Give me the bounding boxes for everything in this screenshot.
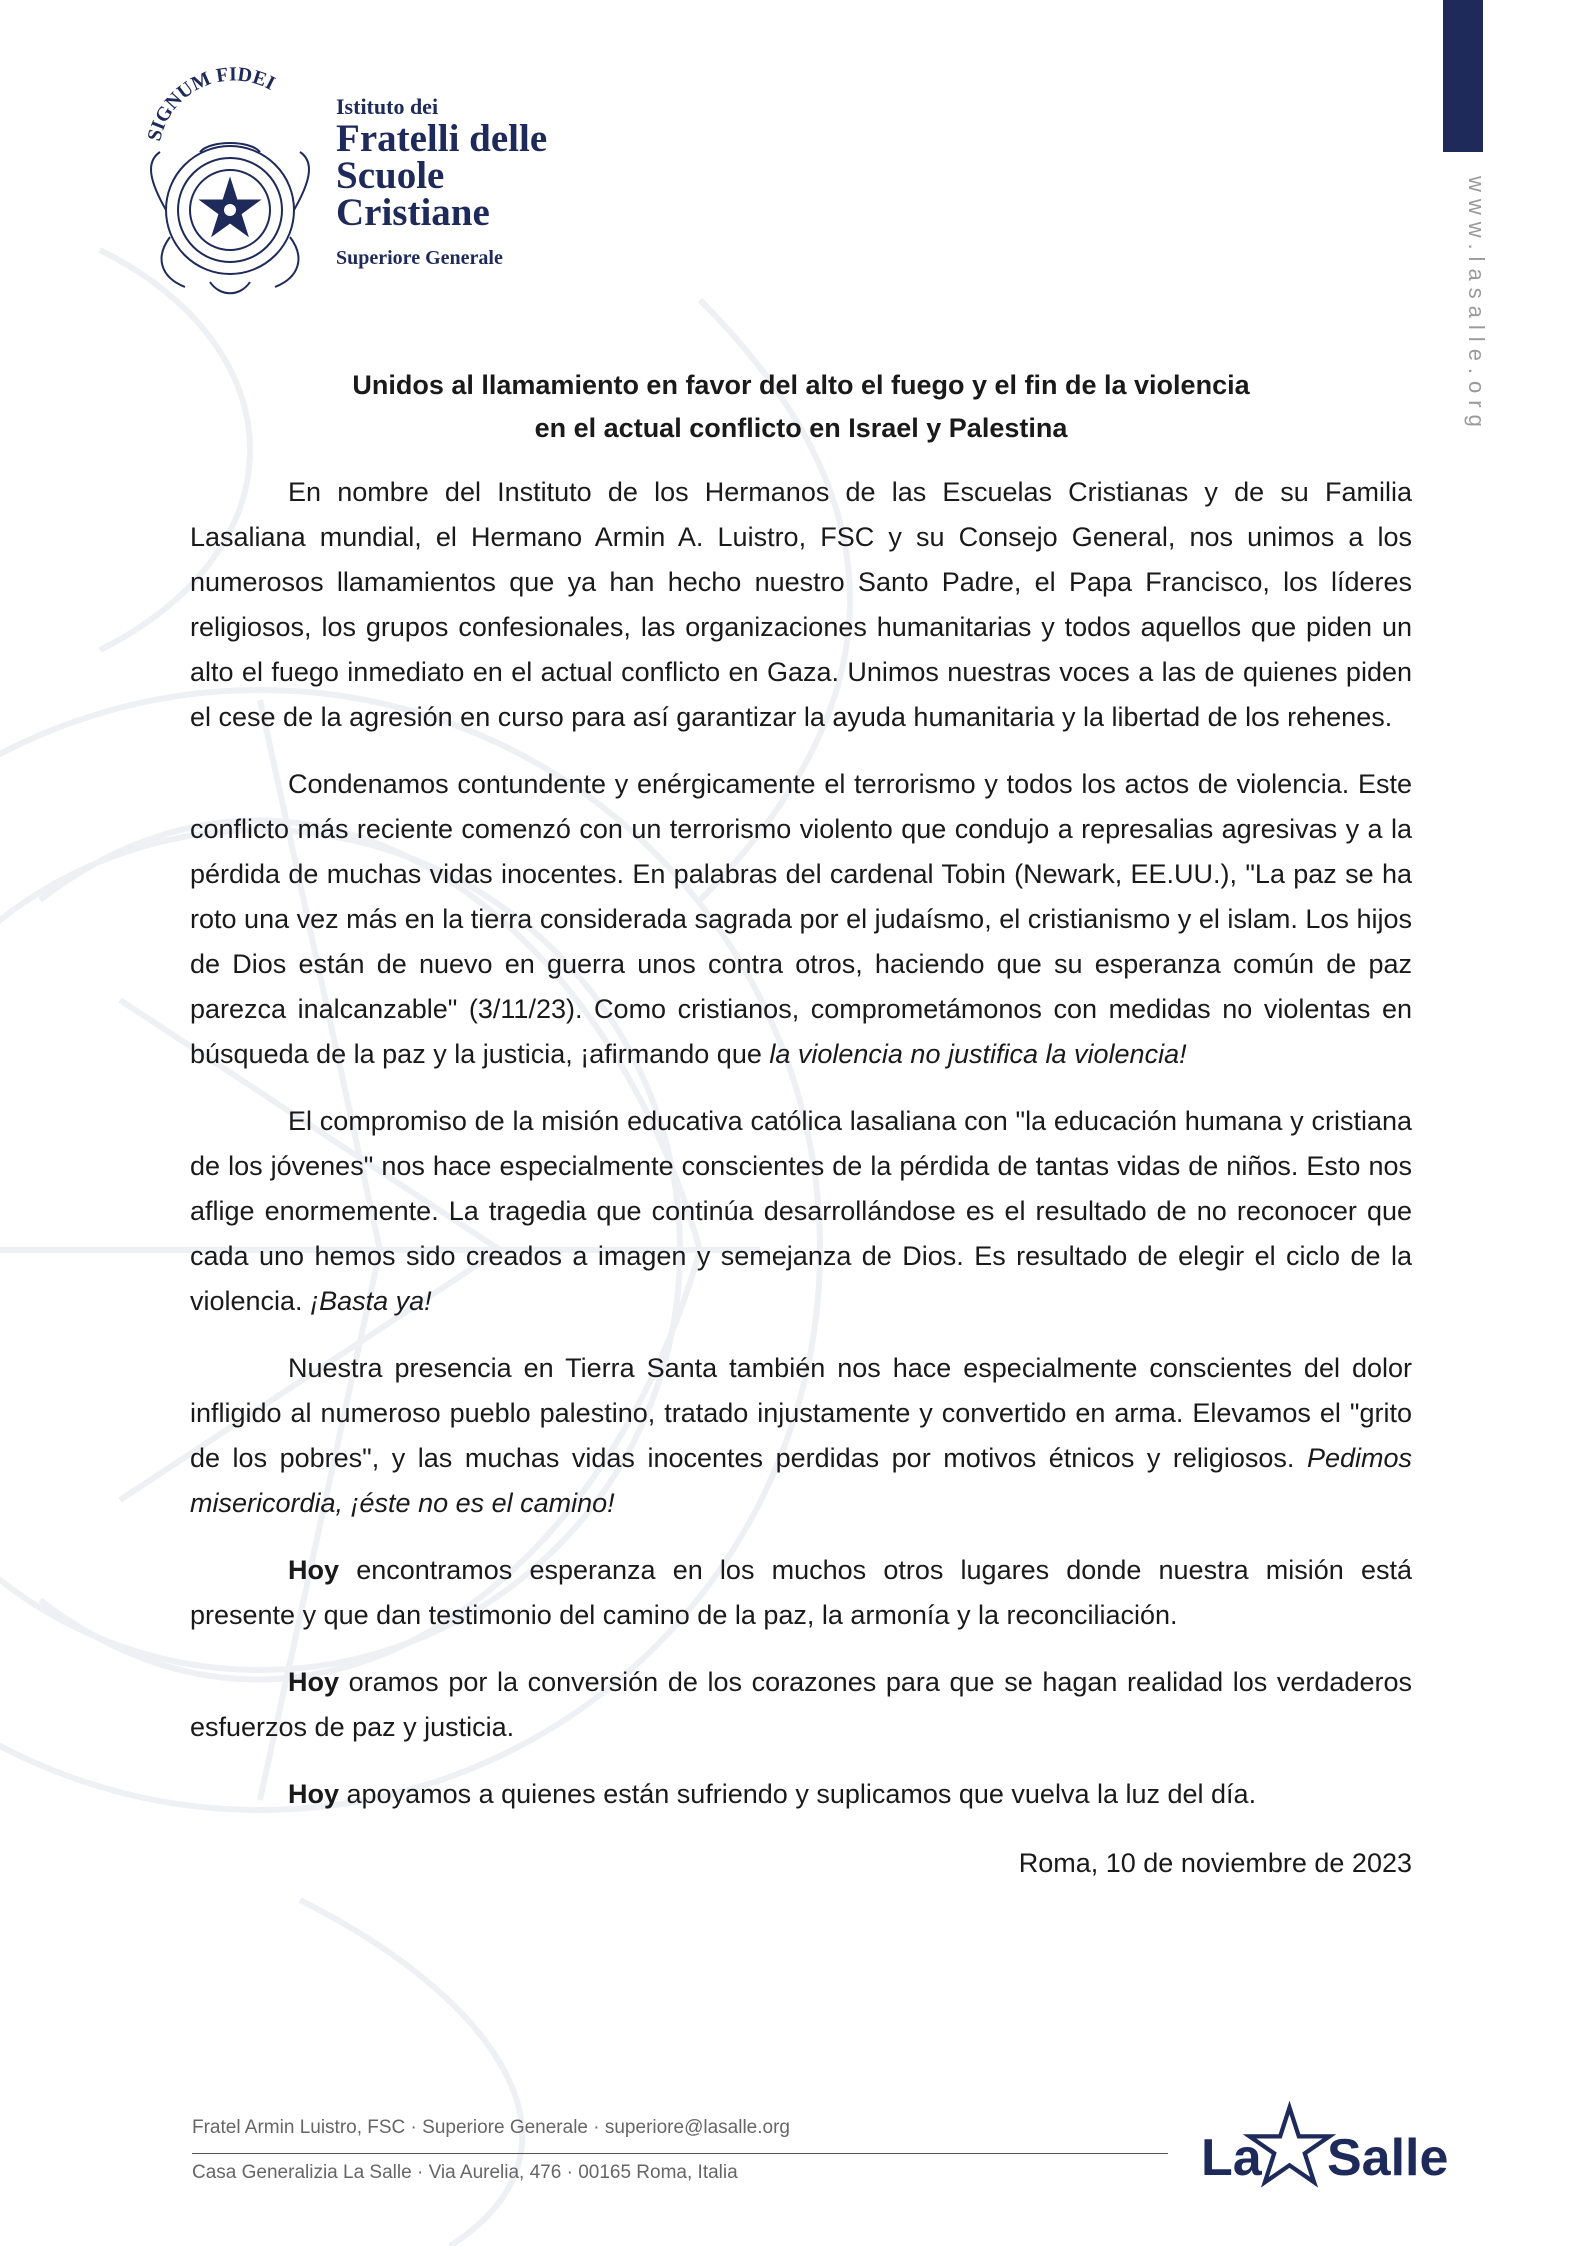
paragraph-1: En nombre del Instituto de los Hermanos de las Escuelas Cristianas y de su Familia Lasaliana mundial, el Hermano Armin A. Luistro, FSC y su Consejo General, nos unimos a los numerosos llamamientos que ya han hecho nuestro Santo Padre, el Papa Francisco, los líderes religiosos, los grupos confesionales, las organizaciones humanitarias y todos aquellos que piden un alto el fuego inmediato en el actual conflicto en Gaza. Unimos nuestras voces a las de quienes piden el cese de la agresión en curso para así garantizar la ayuda humanitaria y la libertad de los rehenes. [190, 477, 1412, 732]
institute-subtitle: Superiore Generale [336, 247, 503, 269]
institute-prefix: Istituto dei [336, 94, 439, 119]
lasalle-brand-logo [1201, 2099, 1471, 2199]
letter-date: Roma, 10 de noviembre de 2023 [1018, 1848, 1412, 1878]
paragraph-7-lead: Hoy [288, 1779, 340, 1809]
institute-name-line-3: Cristiane [336, 191, 490, 234]
paragraph-2-emphasis: la violencia no justifica la violencia! [769, 1039, 1187, 1069]
paragraph-5 [190, 1548, 1412, 1638]
title-line-2: en el actual conflicto en Israel y Palestina [534, 413, 1068, 443]
institute-seal-logo [130, 62, 330, 307]
title-line-1: Unidos al llamamiento en favor del alto el fuego y el fin de la violencia [352, 370, 1250, 400]
paragraph-3-text: El compromiso de la misión educativa católica lasaliana con "la educación humana y cristiana de los jóvenes" nos hace especialmente conscientes de la pérdida de tantas vidas de niños. Esto nos aflige enormemente. La tragedia que continúa desarrollándose es el resultado de no reconocer que cada uno hemos sido creados a imagen y semejanza de Dios. Es resultado de elegir el ciclo de la violencia. [190, 1106, 1412, 1316]
institute-name-line-1: Fratelli delle [336, 117, 548, 160]
paragraph-5-lead: Hoy [288, 1555, 340, 1585]
paragraph-2-text: Condenamos contundente y enérgicamente el terrorismo y todos los actos de violencia. Este conflicto más reciente comenzó con un terrorismo violento que condujo a represalias agresivas y a la pérdida de muchas vidas inocentes. En palabras del cardenal Tobin (Newark, EE.UU.), "La paz se ha roto una vez más en la tierra considerada sagrada por el judaísmo, el cristianismo y el islam. Los hijos de Dios están de nuevo en guerra unos contra otros, haciendo que su esperanza común de paz parezca inalcanzable" (3/11/23). Como cristianos, comprometámonos con medidas no violentas en búsqueda de la paz y la justicia, ¡afirmando que [190, 769, 1412, 1069]
paragraph-4-emphasis: Pedimos misericordia, ¡éste no es el camino! [190, 1443, 1412, 1518]
paragraph-6-lead: Hoy [288, 1667, 340, 1697]
side-accent-bar [1443, 0, 1483, 152]
letter-title [190, 364, 1412, 450]
seal-text: SIGNUM FIDEI [143, 63, 279, 144]
paragraph-7 [190, 1772, 1412, 1817]
paragraph-3 [190, 1099, 1412, 1324]
svg-text:SIGNUM FIDEI [143, 63, 278, 143]
paragraph-4 [190, 1346, 1412, 1526]
paragraph-7-text: apoyamos a quienes están sufriendo y suplicamos que vuelva la luz del día. [339, 1779, 1257, 1809]
paragraph-3-emphasis: ¡Basta ya! [310, 1286, 432, 1316]
footer-contact-line: Fratel Armin Luistro, FSC · Superiore Generale · superiore@lasalle.org [192, 2117, 790, 2138]
side-website-url[interactable]: www.lasalle.org [1464, 176, 1489, 434]
paragraph-4-text: Nuestra presencia en Tierra Santa también nos hace especialmente conscientes del dolor infligido al numeroso pueblo palestino, tratado injustamente y convertido en arma. Elevamos el "grito de los pobres", y las muchas vidas inocentes perdidas por motivos étnicos y religiosos. [190, 1353, 1412, 1473]
paragraph-2 [190, 762, 1412, 1077]
paragraph-6-text: oramos por la conversión de los corazones para que se hagan realidad los verdaderos esfuerzos de paz y justicia. [190, 1667, 1412, 1742]
brand-text-right: Salle [1327, 2129, 1449, 2187]
paragraph-5-text: encontramos esperanza en los muchos otros lugares donde nuestra misión está presente y que dan testimonio del camino de la paz, la armonía y la reconciliación. [190, 1555, 1412, 1630]
brand-text-left: La [1201, 2129, 1262, 2187]
letter-body [190, 364, 1412, 1886]
paragraph-6 [190, 1660, 1412, 1750]
institute-name-block [336, 94, 547, 270]
footer-address-line: Casa Generalizia La Salle · Via Aurelia, 476 · 00165 Roma, Italia [192, 2162, 738, 2183]
institute-name-line-2: Scuole [336, 154, 445, 197]
footer-divider [192, 2153, 1168, 2154]
